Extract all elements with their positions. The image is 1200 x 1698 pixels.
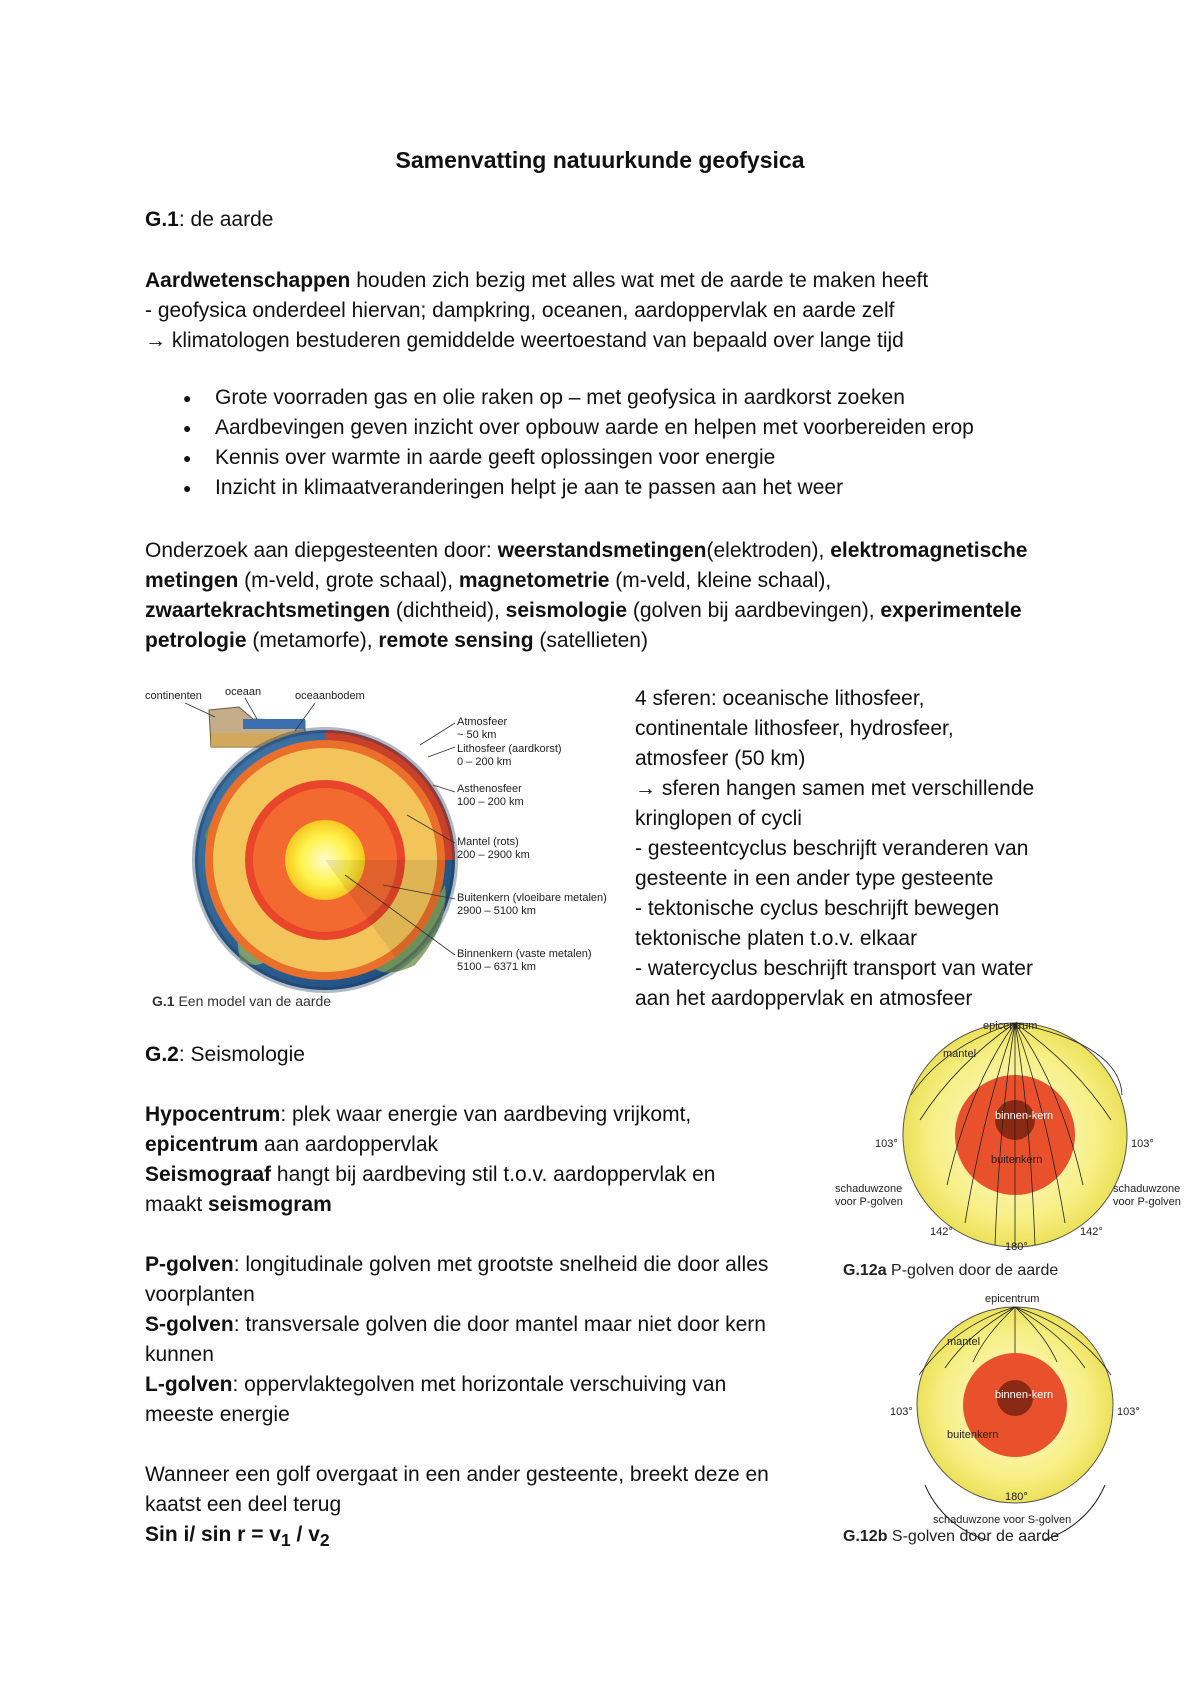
subscript: 1: [280, 1530, 291, 1551]
earth-model-figure: [145, 685, 625, 1010]
formula-part: Sin i/ sin r = v: [145, 1523, 281, 1546]
caption-number: G.1: [152, 993, 175, 1009]
sferen-paragraph: [635, 684, 1034, 1014]
label-103-right: 103°: [1131, 1138, 1154, 1150]
text: : transversale golven die door mantel maar niet door kern: [233, 1313, 766, 1336]
figure-caption-g12a: [843, 1262, 1058, 1280]
caption-number: G.12a: [843, 1262, 887, 1279]
layer-name: Binnenkern (vaste metalen): [457, 948, 592, 960]
bullet-item: ● Kennis over warmte in aarde geeft oplossingen voor energie: [145, 443, 974, 473]
label-oceaan: oceaan: [225, 686, 262, 698]
p-golven-line-2: voorplanten: [145, 1283, 255, 1306]
term: elektromagnetische: [830, 539, 1028, 562]
globe: [195, 730, 455, 990]
onderzoek-line: [145, 566, 1027, 596]
label-142-right: 142°: [1080, 1226, 1103, 1238]
text: (m-veld, kleine schaal),: [609, 569, 832, 592]
label-buitenkern: buitenkern: [947, 1429, 999, 1441]
section-heading-g1: [145, 205, 273, 235]
sferen-line: atmosfeer (50 km): [635, 747, 806, 770]
sferen-line: tektonische platen t.o.v. elkaar: [635, 927, 918, 950]
layer-name: Atmosfeer: [457, 716, 508, 728]
l-golven-line-2: meeste energie: [145, 1403, 290, 1426]
label-binnenkern: binnen-kern: [995, 1110, 1054, 1122]
sferen-line: → sferen hangen samen met verschillende: [635, 777, 1035, 800]
heading-text: : de aarde: [178, 208, 274, 231]
heading-number: G.1: [145, 208, 179, 231]
sferen-line: - gesteentcyclus beschrijft veranderen van: [635, 837, 1029, 860]
label-continenten: continenten: [145, 690, 202, 702]
label-epicentrum: epicentrum: [985, 1293, 1040, 1305]
term: epicentrum: [145, 1133, 259, 1156]
s-golven-line: [145, 1310, 769, 1340]
caption-text: P-golven door de aarde: [886, 1262, 1059, 1279]
label-180: 180°: [1005, 1241, 1028, 1253]
intro-term: Aardwetenschappen: [145, 269, 351, 292]
text: : longitudinale golven met grootste snelheid die door alles: [233, 1253, 769, 1276]
intro-line-1: [145, 266, 928, 296]
caption-text: S-golven door de aarde: [887, 1528, 1060, 1545]
s-golven-line-2: kunnen: [145, 1343, 214, 1366]
term: magnetometrie: [458, 569, 610, 592]
term: seismogram: [208, 1193, 332, 1216]
layer-range: 5100 – 6371 km: [457, 961, 536, 973]
term: petrologie: [145, 629, 247, 652]
formula-part: / v: [290, 1523, 320, 1546]
text: Onderzoek aan diepgesteenten door:: [145, 539, 498, 562]
text: (m-veld, grote schaal),: [238, 569, 459, 592]
layer-range: 100 – 200 km: [457, 796, 524, 808]
intro-line-3: → klimatologen bestuderen gemiddelde weertoestand van bepaald over lange tijd: [145, 329, 904, 352]
seismologie-text: [145, 1100, 769, 1555]
sferen-line: - watercyclus beschrijft transport van water: [635, 957, 1033, 980]
layer-name: Lithosfeer (aardkorst): [457, 743, 562, 755]
label-schaduwzone-left: schaduwzone voor P-golven: [835, 1183, 903, 1208]
text: (dichtheid),: [390, 599, 506, 622]
label-epicentrum: epicentrum: [983, 1020, 1038, 1032]
figure-caption-g1: [152, 993, 331, 1009]
onderzoek-line: [145, 536, 1027, 566]
label-buitenkern: buitenkern: [991, 1154, 1043, 1166]
sferen-line: kringlopen of cycli: [635, 807, 802, 830]
text: (satellieten): [533, 629, 648, 652]
onderzoek-line: [145, 596, 1027, 626]
text: : plek waar energie van aardbeving vrijkomt,: [280, 1103, 692, 1126]
label-binnenkern: binnen-kern: [995, 1389, 1054, 1401]
spacer: [145, 1430, 769, 1460]
page-title: Samenvatting natuurkunde geofysica: [395, 147, 805, 173]
text: (golven bij aardbevingen),: [627, 599, 881, 622]
layer-range: ~ 50 km: [457, 729, 497, 741]
sferen-line: - tektonische cyclus beschrijft bewegen: [635, 897, 1000, 920]
bullet-item: ● Inzicht in klimaatveranderingen helpt je aan te passen aan het weer: [145, 473, 974, 503]
heading-text: : Seismologie: [178, 1043, 305, 1066]
layer-name: Mantel (rots): [457, 836, 519, 848]
caption-text: Een model van de aarde: [174, 993, 332, 1009]
text: (metamorfe),: [246, 629, 379, 652]
onderzoek-paragraph: [145, 536, 1027, 656]
breking-line: Wanneer een golf overgaat in een ander gesteente, breekt deze en: [145, 1463, 769, 1486]
term: remote sensing: [378, 629, 534, 652]
term: metingen: [145, 569, 239, 592]
term: Hypocentrum: [145, 1103, 281, 1126]
text: : oppervlaktegolven met horizontale verschuiving van: [232, 1373, 727, 1396]
layer-name: Asthenosfeer: [457, 783, 522, 795]
bullet-item: ● Grote voorraden gas en olie raken op – met geofysica in aardkorst zoeken: [145, 383, 974, 413]
l-golven-line: [145, 1370, 769, 1400]
label-mantel: mantel: [943, 1048, 977, 1060]
breking-line-2: kaatst een deel terug: [145, 1493, 342, 1516]
label-oceaanbodem: oceaanbodem: [295, 690, 365, 702]
bullet-item: ● Aardbevingen geven inzicht over opbouw aarde en helpen met voorbereiden erop: [145, 413, 974, 443]
epicentrum-line: [145, 1130, 769, 1160]
sferen-line: gesteente in een ander type gesteente: [635, 867, 994, 890]
term: Seismograaf: [145, 1163, 272, 1186]
label-schaduwzone-s: schaduwzone voor S-golven: [933, 1514, 1072, 1526]
label-142-left: 142°: [930, 1226, 953, 1238]
text: hangt bij aardbeving stil t.o.v. aardoppervlak en: [271, 1163, 716, 1186]
label-103-right: 103°: [1117, 1406, 1140, 1418]
subscript: 2: [319, 1530, 330, 1551]
term: L-golven: [145, 1373, 233, 1396]
section-heading-g2: [145, 1040, 305, 1070]
label-schaduwzone-right: schaduwzone voor P-golven: [1113, 1183, 1181, 1208]
intro-text: houden zich bezig met alles wat met de aarde te maken heeft: [350, 269, 929, 292]
bullet-list: [145, 383, 974, 503]
seismograaf-line: [145, 1160, 769, 1190]
term: S-golven: [145, 1313, 234, 1336]
text: maakt: [145, 1193, 209, 1216]
p-waves-figure: [835, 1015, 1200, 1285]
label-mantel: mantel: [947, 1336, 981, 1348]
layer-range: 200 – 2900 km: [457, 849, 530, 861]
p-golven-line: [145, 1250, 769, 1280]
spacer: [145, 1220, 769, 1250]
label-103-left: 103°: [875, 1138, 898, 1150]
text: aan aardoppervlak: [258, 1133, 438, 1156]
heading-number: G.2: [145, 1043, 179, 1066]
term: P-golven: [145, 1253, 234, 1276]
seismogram-line: [145, 1190, 769, 1220]
text: (elektroden),: [706, 539, 831, 562]
layer-range: 2900 – 5100 km: [457, 905, 536, 917]
sferen-line: aan het aardoppervlak en atmosfeer: [635, 987, 973, 1010]
term: weerstandsmetingen: [497, 539, 707, 562]
term: zwaartekrachtsmetingen: [145, 599, 391, 622]
onderzoek-line: [145, 626, 1027, 656]
layer-name: Buitenkern (vloeibare metalen): [457, 892, 607, 904]
label-180: 180°: [1005, 1491, 1028, 1503]
term: seismologie: [505, 599, 628, 622]
sferen-line: continentale lithosfeer, hydrosfeer,: [635, 717, 954, 740]
label-103-left: 103°: [890, 1406, 913, 1418]
hypocentrum-line: [145, 1100, 769, 1130]
intro-line-2: - geofysica onderdeel hiervan; dampkring, oceanen, aardoppervlak en aarde zelf: [145, 299, 895, 322]
s-waves-figure: [835, 1290, 1200, 1540]
term: experimentele: [880, 599, 1022, 622]
layer-range: 0 – 200 km: [457, 756, 512, 768]
caption-number: G.12b: [843, 1528, 888, 1545]
sferen-line: 4 sferen: oceanische lithosfeer,: [635, 687, 925, 710]
figure-caption-g12b: [843, 1528, 1059, 1546]
snell-formula: [145, 1520, 769, 1555]
